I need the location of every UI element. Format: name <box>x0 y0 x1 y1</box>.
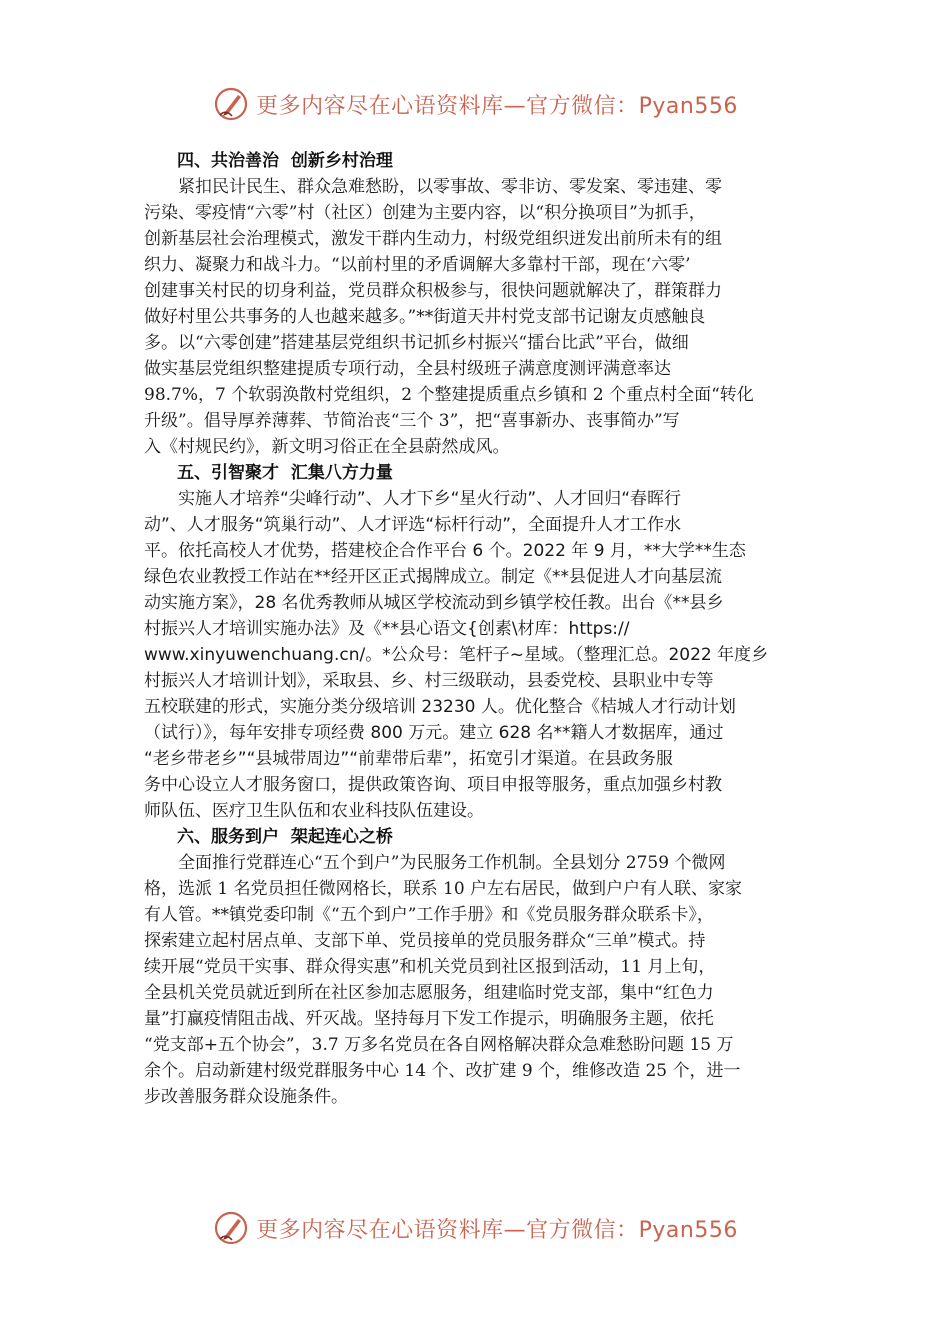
paragraph-line: www.xinyuwenchuang.cn/。*公众号：笔杆子~星域。（整理汇总。2022 年度乡 <box>144 645 769 665</box>
paragraph-line: 量”打赢疫情阻击战、歼灭战。坚持每月下发工作提示，明确服务主题，依托 <box>144 1009 714 1029</box>
header-banner <box>0 84 950 124</box>
paragraph-line: 师队伍、医疗卫生队伍和农业科技队伍建设。 <box>144 801 484 821</box>
paragraph-line: 绿色农业教授工作站在**经开区正式揭牌成立。制定《**县促进人才向基层流 <box>144 567 722 587</box>
paragraph-line: 98.7%，7 个软弱涣散村党组织，2 个整建提质重点乡镇和 2 个重点村全面“转化 <box>144 385 754 405</box>
paragraph-line: 村振兴人才培训计划》，采取县、乡、村三级联动，县委党校、县职业中专等 <box>144 671 714 691</box>
section-heading: 五、引智聚才 汇集八方力量 <box>177 463 393 483</box>
paragraph-line: “老乡带老乡”“县城带周边”“前辈带后辈”，拓宽引才渠道。在县政务服 <box>144 749 673 769</box>
pen-logo-icon <box>212 85 250 123</box>
footer-banner <box>0 1208 950 1248</box>
section-talent <box>144 460 808 824</box>
header-banner-text: 更多内容尽在心语资料库—官方微信：Pyan556 <box>256 93 738 119</box>
document-body <box>144 148 808 1110</box>
paragraph-line: 升级”。倡导厚养薄葬、节简治丧“三个 3”，把“喜事新办、丧事简办”写 <box>144 411 680 431</box>
paragraph-line: 入《村规民约》，新文明习俗正在全县蔚然成风。 <box>144 437 510 457</box>
paragraph-line: 实施人才培养“尖峰行动”、人才下乡“星火行动”、人才回归“春晖行 <box>178 489 682 509</box>
paragraph-line: 创新基层社会治理模式，激发干群内生动力，村级党组织迸发出前所未有的组 <box>144 229 722 249</box>
section-heading: 六、服务到户 架起连心之桥 <box>177 827 393 847</box>
paragraph-line: 平。依托高校人才优势，搭建校企合作平台 6 个。2022 年 9 月，**大学**生态 <box>144 541 746 561</box>
paragraph-line: （试行）》，每年安排专项经费 800 万元。建立 628 名**籍人才数据库，通过 <box>144 723 724 743</box>
paragraph-line: 多。以“六零创建”搭建基层党组织书记抓乡村振兴“擂台比武”平台，做细 <box>144 333 689 353</box>
paragraph-line: 续开展“党员干实事、群众得实惠”和机关党员到社区报到活动，11 月上旬， <box>144 957 716 977</box>
paragraph-line: 全县机关党员就近到所在社区参加志愿服务，组建临时党支部，集中“红色力 <box>144 983 714 1003</box>
paragraph-line: 务中心设立人才服务窗口，提供政策咨询、项目申报等服务，重点加强乡村教 <box>144 775 722 795</box>
paragraph-line: 动”、人才服务“筑巢行动”、人才评选“标杆行动”，全面提升人才工作水 <box>144 515 682 535</box>
paragraph-line: 污染、零疫情“六零”村（社区）创建为主要内容，以“积分换项目”为抓手， <box>144 203 706 223</box>
paragraph-line: 村振兴人才培训实施办法》及《**县心语文{创素\材库：https:// <box>144 619 630 639</box>
paragraph-line: 全面推行党群连心“五个到户”为民服务工作机制。全县划分 2759 个微网 <box>178 853 726 873</box>
paragraph-line: 有人管。**镇党委印制《“五个到户”工作手册》和《党员服务群众联系卡》， <box>144 905 714 925</box>
paragraph-line: 步改善服务群众设施条件。 <box>144 1087 348 1107</box>
paragraph-line: 紧扣民计民生、群众急难愁盼，以零事故、零非访、零发案、零违建、零 <box>178 177 722 197</box>
paragraph-line: 格，选派 1 名党员担任微网格长，联系 10 户左右居民，做到户户有人联、家家 <box>144 879 743 899</box>
pen-logo-icon <box>212 1209 250 1247</box>
paragraph-line: 做实基层党组织整建提质专项行动，全县村级班子满意度测评满意率达 <box>144 359 671 379</box>
paragraph-line: “党支部+五个协会”，3.7 万多名党员在各自网格解决群众急难愁盼问题 15 万 <box>144 1035 734 1055</box>
footer-banner-text: 更多内容尽在心语资料库—官方微信：Pyan556 <box>256 1217 738 1243</box>
section-heading: 四、共治善治 创新乡村治理 <box>177 151 393 171</box>
paragraph-line: 织力、凝聚力和战斗力。“以前村里的矛盾调解大多靠村干部，现在‘六零’ <box>144 255 691 275</box>
paragraph-line: 五校联建的形式，实施分类分级培训 23230 人。优化整合《桔城人才行动计划 <box>144 697 736 717</box>
paragraph-line: 余个。启动新建村级党群服务中心 14 个、改扩建 9 个，维修改造 25 个，进一 <box>144 1061 741 1081</box>
paragraph-line: 创建事关村民的切身利益，党员群众积极参与，很快问题就解决了，群策群力 <box>144 281 722 301</box>
paragraph-line: 探索建立起村居点单、支部下单、党员接单的党员服务群众“三单”模式。持 <box>144 931 706 951</box>
paragraph-line: 做好村里公共事务的人也越来越多。”**街道天井村党支部书记谢友贞感触良 <box>144 307 706 327</box>
paragraph-line: 动实施方案》，28 名优秀教师从城区学校流动到乡镇学校任教。出台《**县乡 <box>144 593 724 613</box>
